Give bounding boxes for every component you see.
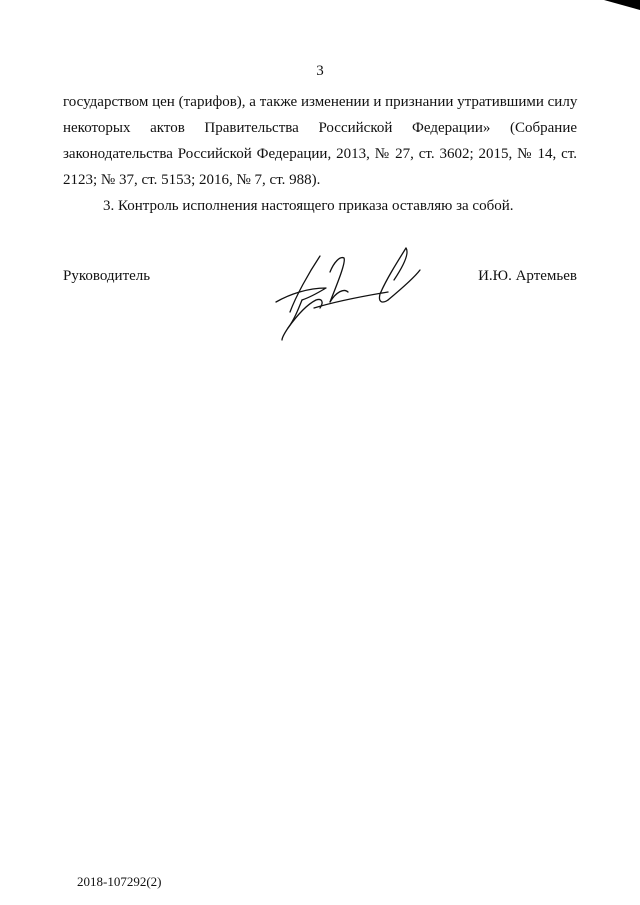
text-line: государством цен (тарифов), а также изменении и признании утратившими силу (63, 94, 578, 110)
signer-name: И.Ю. Артемьев (478, 268, 577, 284)
text-line: некоторых актов Правительства Российской Федерации» (Собрание (63, 120, 577, 136)
signer-position: Руководитель (63, 268, 151, 284)
handwritten-signature (268, 244, 428, 344)
paragraph-continuation (63, 89, 577, 193)
paragraph-item-3: 3. Контроль исполнения настоящего приказа оставляю за собой. (103, 198, 514, 214)
scan-corner-mark (600, 0, 640, 16)
signature-block (63, 268, 577, 348)
text-line: законодательства Российской Федерации, 2013, № 27, ст. 3602; 2015, № 14, ст. (63, 146, 577, 162)
text-line: 2123; № 37, ст. 5153; 2016, № 7, ст. 988). (63, 172, 321, 188)
document-body (63, 89, 577, 219)
document-code: 2018-107292(2) (77, 874, 162, 889)
page-number: 3 (316, 63, 324, 79)
